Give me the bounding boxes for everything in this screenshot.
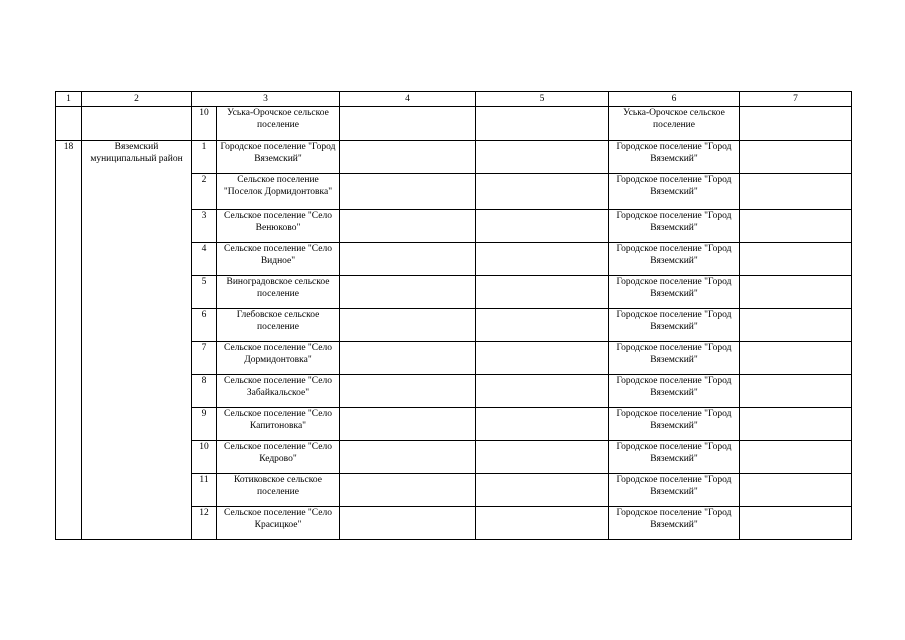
- cell-col6: Городское поселение "Город Вяземский": [609, 441, 740, 474]
- cell-col4: [340, 107, 476, 141]
- cell-col7: [740, 174, 852, 210]
- cell-col5: [476, 210, 609, 243]
- cell-sub-num: 12: [192, 507, 217, 540]
- cell-sub-num: 6: [192, 309, 217, 342]
- header-row: [56, 92, 852, 107]
- cell-col5: [476, 408, 609, 441]
- header-cell-1: 1: [56, 92, 82, 107]
- cell-col7: [740, 375, 852, 408]
- cell-settlement: Котиковское сельское поселение: [217, 474, 340, 507]
- cell-col6: Городское поселение "Город Вяземский": [609, 507, 740, 540]
- header-cell-5: 5: [476, 92, 609, 107]
- continuation-row: [56, 107, 852, 141]
- cell-col7: [740, 408, 852, 441]
- district-name: Вяземский муниципальный район: [82, 141, 192, 540]
- cell-col7: [740, 474, 852, 507]
- cell-col7: [740, 507, 852, 540]
- cell-sub-num: 9: [192, 408, 217, 441]
- cell-col4: [340, 474, 476, 507]
- cell-col5: [476, 107, 609, 141]
- cell-col6: Городское поселение "Город Вяземский": [609, 309, 740, 342]
- cell-settlement: Уська-Орочское сельское поселение: [217, 107, 340, 141]
- header-cell-3: 3: [192, 92, 340, 107]
- cell-col5: [476, 243, 609, 276]
- header-cell-4: 4: [340, 92, 476, 107]
- cell-col6: Городское поселение "Город Вяземский": [609, 276, 740, 309]
- cell-sub-num: 10: [192, 107, 217, 141]
- table-row: [56, 141, 852, 174]
- cell-settlement: Городское поселение "Город Вяземский": [217, 141, 340, 174]
- cell-col6: Городское поселение "Город Вяземский": [609, 210, 740, 243]
- cell-col4: [340, 243, 476, 276]
- cell-settlement: Сельское поселение "Село Капитоновка": [217, 408, 340, 441]
- cell-num: [56, 107, 82, 141]
- cell-col6: Городское поселение "Город Вяземский": [609, 474, 740, 507]
- cell-col7: [740, 276, 852, 309]
- cell-col5: [476, 141, 609, 174]
- cell-col5: [476, 174, 609, 210]
- cell-sub-num: 5: [192, 276, 217, 309]
- cell-col4: [340, 507, 476, 540]
- cell-col7: [740, 342, 852, 375]
- cell-col7: [740, 441, 852, 474]
- cell-settlement: Виноградовское сельское поселение: [217, 276, 340, 309]
- cell-col6: Городское поселение "Город Вяземский": [609, 141, 740, 174]
- cell-sub-num: 10: [192, 441, 217, 474]
- cell-col4: [340, 408, 476, 441]
- cell-col4: [340, 210, 476, 243]
- cell-col4: [340, 276, 476, 309]
- cell-col5: [476, 309, 609, 342]
- cell-col5: [476, 342, 609, 375]
- cell-col5: [476, 474, 609, 507]
- cell-col4: [340, 441, 476, 474]
- cell-settlement: Сельское поселение "Село Видное": [217, 243, 340, 276]
- cell-col6: Городское поселение "Город Вяземский": [609, 174, 740, 210]
- district-number: 18: [56, 141, 82, 540]
- cell-sub-num: 8: [192, 375, 217, 408]
- cell-settlement: Глебовское сельское поселение: [217, 309, 340, 342]
- cell-district: [82, 107, 192, 141]
- cell-col6: Городское поселение "Город Вяземский": [609, 375, 740, 408]
- cell-col6: Городское поселение "Город Вяземский": [609, 408, 740, 441]
- cell-col6: Уська-Орочское сельское поселение: [609, 107, 740, 141]
- cell-col4: [340, 342, 476, 375]
- cell-col5: [476, 276, 609, 309]
- cell-settlement: Сельское поселение "Село Дормидонтовка": [217, 342, 340, 375]
- cell-col5: [476, 375, 609, 408]
- cell-col7: [740, 309, 852, 342]
- cell-sub-num: 7: [192, 342, 217, 375]
- header-cell-2: 2: [82, 92, 192, 107]
- cell-settlement: Сельское поселение "Село Красицкое": [217, 507, 340, 540]
- cell-col6: Городское поселение "Город Вяземский": [609, 342, 740, 375]
- cell-col5: [476, 441, 609, 474]
- cell-col6: Городское поселение "Город Вяземский": [609, 243, 740, 276]
- settlement-table: [55, 91, 852, 540]
- cell-col7: [740, 107, 852, 141]
- cell-col5: [476, 507, 609, 540]
- cell-sub-num: 2: [192, 174, 217, 210]
- cell-col4: [340, 141, 476, 174]
- cell-col4: [340, 309, 476, 342]
- cell-sub-num: 4: [192, 243, 217, 276]
- cell-settlement: Сельское поселение "Село Венюково": [217, 210, 340, 243]
- cell-col7: [740, 141, 852, 174]
- header-cell-6: 6: [609, 92, 740, 107]
- cell-col7: [740, 210, 852, 243]
- header-cell-7: 7: [740, 92, 852, 107]
- cell-sub-num: 11: [192, 474, 217, 507]
- cell-sub-num: 1: [192, 141, 217, 174]
- cell-col4: [340, 375, 476, 408]
- cell-col7: [740, 243, 852, 276]
- cell-settlement: Сельское поселение "Село Забайкальское": [217, 375, 340, 408]
- cell-settlement: Сельское поселение "Поселок Дормидонтовка": [217, 174, 340, 210]
- cell-settlement: Сельское поселение "Село Кедрово": [217, 441, 340, 474]
- cell-sub-num: 3: [192, 210, 217, 243]
- cell-col4: [340, 174, 476, 210]
